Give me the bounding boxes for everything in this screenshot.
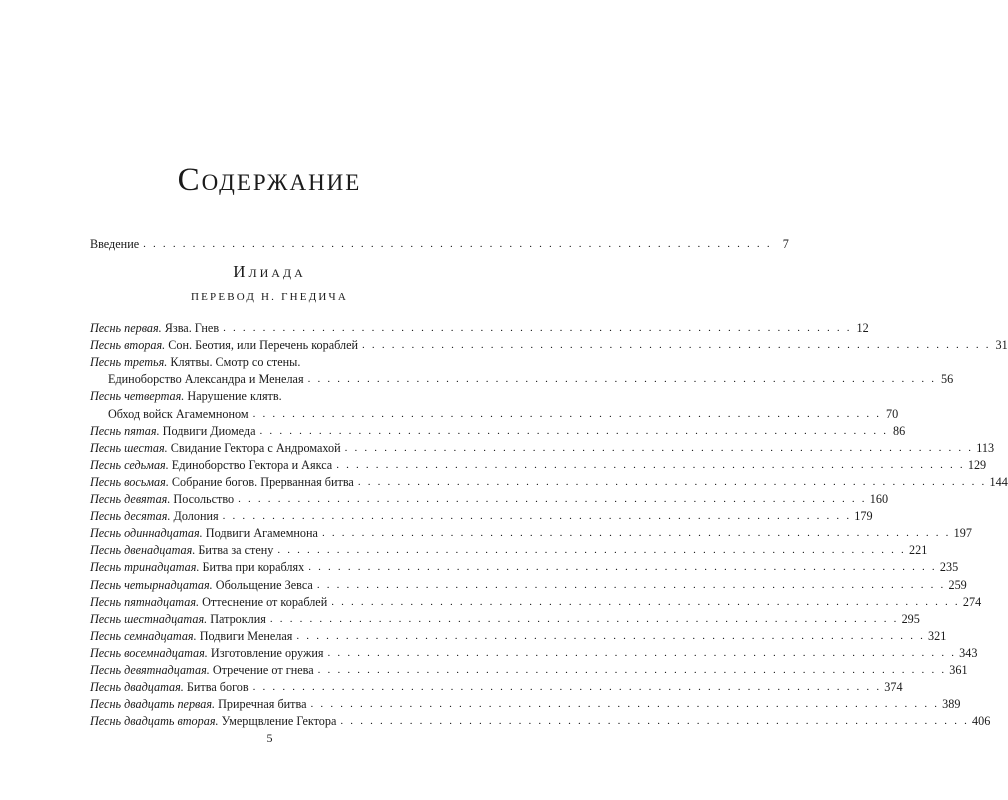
toc-entry-label: Песнь пятнадцатая. Оттеснение от кораблей	[90, 594, 328, 609]
toc-entry-label: Песнь двенадцатая. Битва за стену	[90, 543, 274, 558]
toc-entry-page: 197	[953, 526, 972, 541]
toc-entry-page: 343	[959, 645, 978, 660]
toc-entry-7[interactable]	[90, 457, 987, 473]
toc-entry-13[interactable]	[90, 559, 959, 575]
toc-entry-page: 7	[782, 237, 789, 251]
toc-entry-label: Песнь пятая. Подвиги Диомеда	[90, 423, 256, 438]
toc-entry-label: Песнь шестая. Свидание Гектора с Андромахой	[90, 440, 341, 455]
leader-dots: . . . . . . . . . . . . . . . . . . . . . . . . . . . . . . . . . . . . . . . . . . . . . . . . . . . . . . . . . . . . . . . .	[357, 475, 987, 488]
leader-dots: . . . . . . . . . . . . . . . . . . . . . . . . . . . . . . . . . . . . . . . . . . . . . . . . . . . . . . . . . . . . . . . .	[336, 458, 965, 471]
toc-entry-page: 295	[901, 611, 920, 626]
toc-entry-5[interactable]	[90, 423, 906, 439]
toc-entry-label: Песнь десятая. Долония	[90, 509, 219, 524]
leader-dots: . . . . . . . . . . . . . . . . . . . . . . . . . . . . . . . . . . . . . . . . . . . . . . . . . . . . . . . . . . . . . . . .	[238, 493, 867, 505]
toc-entry-18[interactable]	[90, 645, 978, 661]
toc-entry-label: Песнь восьмая. Собрание богов. Прерванная битва	[90, 474, 354, 489]
leader-dots: . . . . . . . . . . . . . . . . . . . . . . . . . . . . . . . . . . . . . . . . . . . . . . . . . . . . . . . . . . . . . . . .	[143, 238, 772, 250]
toc-entry-1[interactable]	[90, 320, 869, 336]
toc-entry-16[interactable]	[90, 611, 920, 627]
toc-entry-label: Песнь семнадцатая. Подвиги Менелая	[90, 628, 293, 643]
toc-entry-15[interactable]	[90, 594, 982, 610]
leader-dots: . . . . . . . . . . . . . . . . . . . . . . . . . . . . . . . . . . . . . . . . . . . . . . . . . . . . . . . . . . . . . . . .	[277, 544, 907, 557]
leader-dots: . . . . . . . . . . . . . . . . . . . . . . . . . . . . . . . . . . . . . . . . . . . . . . . . . . . . . . . . . . . . . . . .	[252, 681, 882, 694]
leader-dots: . . . . . . . . . . . . . . . . . . . . . . . . . . . . . . . . . . . . . . . . . . . . . . . . . . . . . . . . . . . . . . . .	[317, 664, 947, 676]
toc-entry-6[interactable]	[90, 440, 995, 456]
leader-dots: . . . . . . . . . . . . . . . . . . . . . . . . . . . . . . . . . . . . . . . . . . . . . . . . . . . . . . . . . . . . . . . .	[331, 595, 960, 608]
leader-dots: . . . . . . . . . . . . . . . . . . . . . . . . . . . . . . . . . . . . . . . . . . . . . . . . . . . . . . . . . . . . . . . .	[344, 441, 974, 454]
toc-entry-12[interactable]	[90, 542, 928, 558]
toc-entry-label: Песнь двадцатая. Битва богов	[90, 680, 249, 695]
toc-entry-4[interactable]	[108, 406, 899, 422]
leader-dots: . . . . . . . . . . . . . . . . . . . . . . . . . . . . . . . . . . . . . . . . . . . . . . . . . . . . . . . . . . . . . . . .	[269, 612, 899, 625]
toc-entry-continuation: Обход войск Агамемноном	[108, 406, 249, 421]
toc-entry-page: 179	[854, 509, 873, 524]
toc-entry-page: 129	[967, 457, 987, 472]
toc-entry-label: Песнь вторая. Сон. Беотия, или Перечень кораблей	[90, 338, 359, 353]
toc-entry-page: 321	[928, 628, 947, 643]
toc-entry-page: 389	[942, 697, 961, 712]
toc-entry-19[interactable]	[90, 662, 968, 678]
toc-entry-label: Песнь восемнадцатая. Изготовление оружия	[90, 645, 324, 660]
toc-entry-page: 274	[962, 594, 982, 609]
toc-entry-page: 374	[884, 680, 903, 695]
toc-entry-intro[interactable]	[90, 236, 789, 252]
toc-entry-label: Песнь первая. Язва. Гнев	[90, 321, 220, 335]
leader-dots: . . . . . . . . . . . . . . . . . . . . . . . . . . . . . . . . . . . . . . . . . . . . . . . . . . . . . . . . . . . . . . . .	[252, 407, 882, 420]
toc-entry-page: 31	[995, 338, 1008, 353]
leader-dots: . . . . . . . . . . . . . . . . . . . . . . . . . . . . . . . . . . . . . . . . . . . . . . . . . . . . . . . . . . . . . . . .	[310, 698, 940, 711]
toc-entry-11[interactable]	[90, 525, 972, 541]
toc-entry-label: Песнь одиннадцатая. Подвиги Агамемнона	[90, 526, 318, 541]
toc-entry-9[interactable]	[90, 491, 889, 507]
leader-dots: . . . . . . . . . . . . . . . . . . . . . . . . . . . . . . . . . . . . . . . . . . . . . . . . . . . . . . . . . . . . . . . .	[316, 578, 946, 591]
leader-dots: . . . . . . . . . . . . . . . . . . . . . . . . . . . . . . . . . . . . . . . . . . . . . . . . . . . . . . . . . . . . . . . .	[223, 322, 852, 334]
leader-dots: . . . . . . . . . . . . . . . . . . . . . . . . . . . . . . . . . . . . . . . . . . . . . . . . . . . . . . . . . . . . . . . .	[362, 339, 991, 352]
toc-entry-14[interactable]	[90, 577, 967, 593]
toc-entry-page: 12	[856, 321, 869, 335]
toc-entry-page: 221	[909, 543, 928, 558]
leader-dots: . . . . . . . . . . . . . . . . . . . . . . . . . . . . . . . . . . . . . . . . . . . . . . . . . . . . . . . . . . . . . . . .	[321, 527, 951, 540]
toc-entry-21[interactable]	[90, 696, 961, 712]
leader-dots: . . . . . . . . . . . . . . . . . . . . . . . . . . . . . . . . . . . . . . . . . . . . . . . . . . . . . . . . . . . . . . . .	[259, 424, 889, 437]
toc-entry-label: Песнь третья. Клятвы. Смотр со стены.	[90, 355, 301, 370]
toc-entry-page: 56	[941, 372, 954, 387]
toc-entry-label: Песнь седьмая. Единоборство Гектора и Аякса	[90, 457, 333, 472]
toc-entry-label: Песнь девятая. Посольство	[90, 492, 235, 506]
toc-entry-2[interactable]	[90, 337, 1008, 353]
section-title: Илиада	[233, 262, 306, 281]
page-number: 5	[266, 731, 273, 745]
toc-entry-page: 259	[948, 577, 967, 592]
toc-entry-22[interactable]	[90, 713, 991, 729]
toc-entry-page: 361	[949, 663, 968, 677]
toc-entry-label: Песнь двадцать вторая. Умерщвление Гектора	[90, 714, 337, 729]
toc-entry-page: 406	[972, 714, 991, 729]
toc-entry-label: Песнь двадцать первая. Приречная битва	[90, 697, 307, 712]
toc-entry-label: Песнь девятнадцатая. Отречение от гнева	[90, 663, 314, 677]
leader-dots: . . . . . . . . . . . . . . . . . . . . . . . . . . . . . . . . . . . . . . . . . . . . . . . . . . . . . . . . . . . . . . . .	[308, 561, 937, 574]
toc-entry-page: 144	[989, 474, 1008, 489]
toc-entry-line[interactable]	[90, 388, 430, 404]
toc-entry-label: Песнь четырнадцатая. Обольщение Зевса	[90, 577, 313, 592]
toc-entry-page: 113	[976, 440, 995, 455]
toc-entry-label: Песнь четвертая. Нарушение клятв.	[90, 389, 282, 404]
toc-entry-page: 86	[893, 423, 906, 438]
toc-entry-page: 160	[869, 492, 889, 506]
toc-entry-label: Песнь шестнадцатая. Патроклия	[90, 611, 266, 626]
toc-entry-8[interactable]	[90, 474, 1008, 490]
toc-entry-page: 70	[886, 406, 899, 421]
leader-dots: . . . . . . . . . . . . . . . . . . . . . . . . . . . . . . . . . . . . . . . . . . . . . . . . . . . . . . . . . . . . . . . .	[222, 510, 852, 523]
toc-entry-continuation: Единоборство Александра и Менелая	[108, 372, 304, 387]
toc-entry-10[interactable]	[90, 508, 873, 524]
toc-entry-label: Песнь тринадцатая. Битва при кораблях	[90, 560, 305, 575]
section-subtitle: ПЕРЕВОД Н. ГНЕДИЧА	[190, 291, 349, 303]
page-title: Содержание	[177, 162, 362, 198]
leader-dots: . . . . . . . . . . . . . . . . . . . . . . . . . . . . . . . . . . . . . . . . . . . . . . . . . . . . . . . . . . . . . . . .	[296, 629, 926, 642]
leader-dots: . . . . . . . . . . . . . . . . . . . . . . . . . . . . . . . . . . . . . . . . . . . . . . . . . . . . . . . . . . . . . . . .	[327, 646, 957, 659]
toc-entry-3[interactable]	[108, 371, 954, 387]
toc-entry-line[interactable]	[90, 354, 430, 370]
leader-dots: . . . . . . . . . . . . . . . . . . . . . . . . . . . . . . . . . . . . . . . . . . . . . . . . . . . . . . . . . . . . . . . .	[340, 715, 970, 728]
toc-entry-page: 235	[939, 560, 959, 575]
toc-entry-20[interactable]	[90, 679, 903, 695]
toc-entry-17[interactable]	[90, 628, 947, 644]
leader-dots: . . . . . . . . . . . . . . . . . . . . . . . . . . . . . . . . . . . . . . . . . . . . . . . . . . . . . . . . . . . . . . . .	[307, 373, 937, 386]
toc-entry-label: Введение	[90, 237, 140, 251]
